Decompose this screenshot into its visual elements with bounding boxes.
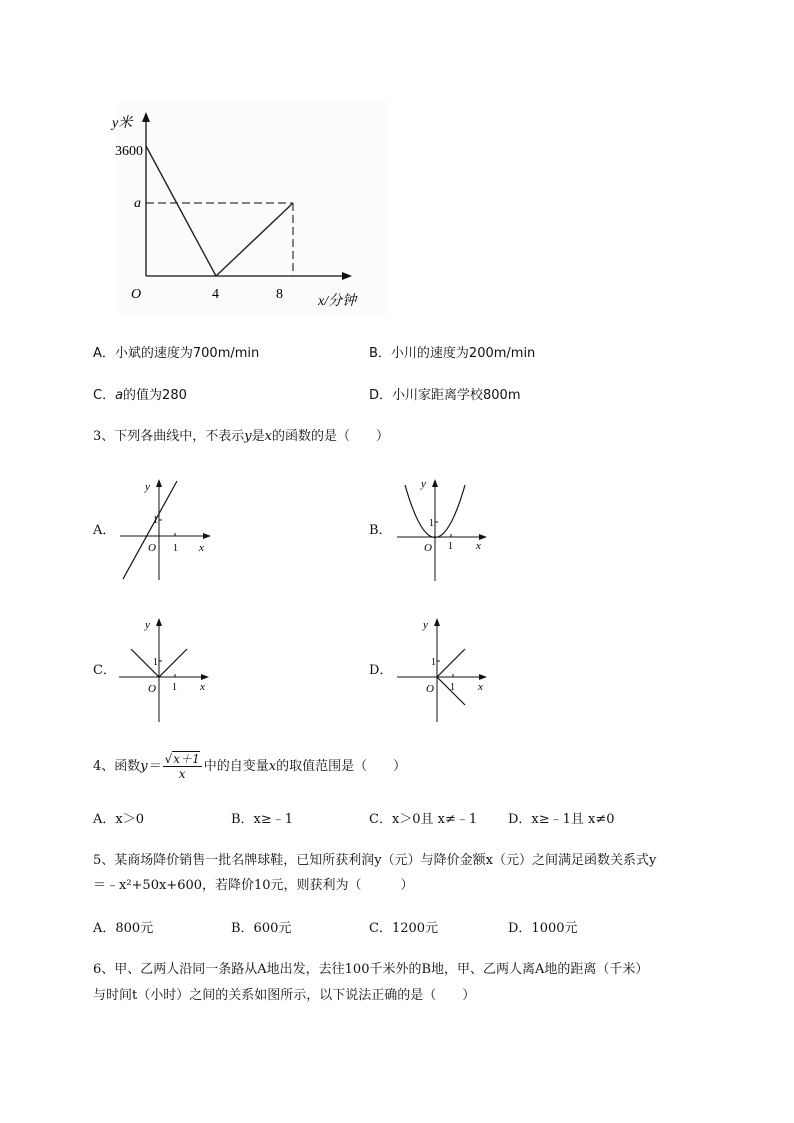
graph-b-1y: 1: [429, 518, 434, 529]
distance-line: [146, 146, 293, 276]
graph-a-1x: 1: [173, 543, 178, 554]
graph-b-1x: 1: [448, 541, 453, 552]
q5-option-d: D．1000元: [508, 921, 578, 936]
q3-stem-prefix: 3、下列各曲线中，不表示: [93, 429, 245, 444]
q4-fraction: $\frac{√x+1}{x}$: [164, 752, 200, 781]
q2-option-c: [93, 388, 187, 404]
q4-stem-mid: 中的自变量: [203, 759, 269, 774]
q6-line2: 与时间t（小时）之间的关系如图所示，以下说法正确的是（ ）: [93, 988, 476, 1003]
graph-c-y: y: [145, 619, 150, 631]
graph-b-y: y: [421, 478, 426, 490]
graph-b-x: x: [476, 540, 481, 552]
q3-stem: [93, 429, 389, 445]
graph-c-x: x: [200, 681, 205, 693]
y-label: y米: [112, 116, 133, 131]
q5-option-b: B．600元: [231, 921, 292, 936]
tick-8: 8: [276, 287, 283, 302]
graph-a-1y: 1: [153, 515, 158, 526]
graph-c-o: O: [148, 683, 156, 695]
distance-time-graph: [112, 100, 388, 315]
graph-d-o: O: [426, 683, 434, 695]
graph-c-1y: 1: [153, 657, 158, 668]
graph-a-x: x: [199, 542, 204, 554]
x-axis-arrow: [342, 272, 352, 280]
q3-graph-c: [117, 614, 217, 728]
tick-3600: 3600: [115, 144, 143, 159]
graph-a-o: O: [148, 542, 156, 554]
q3-graph-d: [395, 614, 495, 728]
q3-option-a-label: A．: [93, 523, 116, 538]
q4-option-b: B．x≥﹣1: [231, 812, 294, 827]
q3-stem-mid: 是: [251, 429, 265, 444]
y-axis-arrow: [142, 112, 150, 122]
q4-option-c: C．x＞0且 x≠﹣1: [369, 812, 478, 827]
q5-option-a: A．800元: [93, 921, 154, 936]
q4-sqrt-body: x＋1: [173, 752, 200, 766]
q4-option-d: D．x≥﹣1且 x≠0: [508, 812, 615, 827]
tick-4: 4: [212, 287, 219, 302]
q2-option-b: B．小川的速度为200m/min: [369, 346, 536, 361]
q5-line2: ＝﹣x²+50x+600，若降价10元，则获利为（ ）: [93, 878, 414, 893]
q2-option-d: D．小川家距离学校800m: [369, 388, 521, 403]
q4-option-a: A．x＞0: [93, 812, 144, 827]
q2-option-c-suffix: 的值为280: [123, 388, 187, 403]
q2-option-c-prefix: C．: [93, 388, 116, 403]
graph-d-y: y: [423, 619, 428, 631]
graph-d-x: x: [478, 681, 483, 693]
q4-y-eq: y＝: [140, 759, 161, 774]
graph-d-1y: 1: [431, 657, 436, 668]
q5-option-c: C．1200元: [369, 921, 439, 936]
q4-denominator: x: [178, 767, 186, 781]
graph-b-o: O: [424, 542, 432, 554]
q3-stem-suffix: 的函数的是（ ）: [272, 429, 390, 444]
graph-d-1x: 1: [450, 682, 455, 693]
q3-graph-b: [395, 475, 495, 587]
q2-option-a: A．小斌的速度为700m/min: [93, 346, 260, 361]
distance-time-figure: [112, 100, 388, 315]
q3-option-d-label: D．: [369, 663, 393, 678]
graph-a-y: y: [145, 481, 150, 493]
q3-var-y: y: [244, 429, 252, 444]
x-label: x/分钟: [318, 294, 357, 309]
graph-c-1x: 1: [172, 682, 177, 693]
q4-stem-suffix: 的取值范围是（ ）: [276, 759, 407, 774]
q3-var-x: x: [264, 429, 272, 444]
q5-line1: 5、某商场降价销售一批名牌球鞋，已知所获利润y（元）与降价金额x（元）之间满足函数关系式y: [93, 853, 657, 868]
tick-a: a: [134, 196, 141, 211]
q6-line1: 6、甲、乙两人沿同一条路从A地出发，去往100千米外的B地，甲、乙两人离A地的距离（千米）: [93, 962, 649, 977]
q3-graph-a: [115, 475, 215, 587]
q4-stem-prefix: 4、函数: [93, 759, 141, 774]
q3-option-b-label: B．: [369, 523, 392, 538]
q4-var-x: x: [268, 759, 277, 774]
origin-label: O: [131, 287, 142, 302]
q4-stem: [93, 752, 406, 781]
q2-option-c-var: a: [115, 388, 124, 403]
q3-option-c-label: C．: [93, 663, 116, 678]
